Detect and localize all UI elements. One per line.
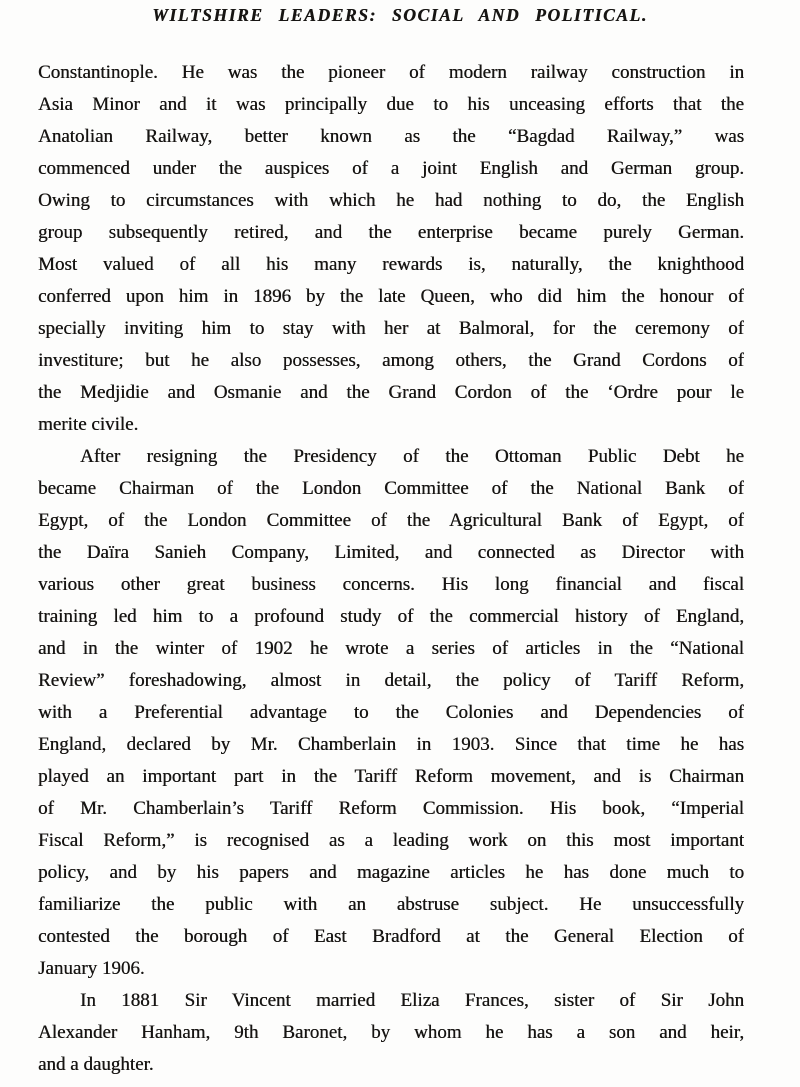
text-line: merite civile. bbox=[38, 414, 139, 435]
text-line: Anatolian Railway, better known as the “Bagdad Railway,” was bbox=[38, 126, 744, 147]
text-line: played an important part in the Tariff Reform movement, and is Chairman bbox=[38, 766, 744, 787]
text-line: with a Preferential advantage to the Colonies and Dependencies of bbox=[38, 702, 744, 723]
text-line: training led him to a profound study of the commercial history of England, bbox=[38, 606, 744, 627]
text-line: and in the winter of 1902 he wrote a series of articles in the “National bbox=[38, 638, 744, 659]
text-line: contested the borough of East Bradford at the General Election of bbox=[38, 926, 744, 947]
text-line: Most valued of all his many rewards is, naturally, the knighthood bbox=[38, 254, 744, 275]
text-line: Review” foreshadowing, almost in detail, the policy of Tariff Reform, bbox=[38, 670, 744, 691]
text-line: the Daïra Sanieh Company, Limited, and connected as Director with bbox=[38, 542, 744, 563]
text-line: the Medjidie and Osmanie and the Grand Cordon of the ‘Ordre pour le bbox=[38, 382, 744, 403]
text-line: In 1881 Sir Vincent married Eliza Frances, sister of Sir John bbox=[80, 990, 744, 1011]
text-line: January 1906. bbox=[38, 958, 145, 979]
text-line: and a daughter. bbox=[38, 1054, 154, 1075]
paragraph bbox=[38, 57, 744, 441]
text-line: Constantinople. He was the pioneer of modern railway construction in bbox=[38, 62, 744, 83]
text-line: various other great business concerns. His long financial and fiscal bbox=[38, 574, 744, 595]
text-line: group subsequently retired, and the enterprise became purely German. bbox=[38, 222, 744, 243]
text-line: conferred upon him in 1896 by the late Queen, who did him the honour of bbox=[38, 286, 744, 307]
text-line: specially inviting him to stay with her at Balmoral, for the ceremony of bbox=[38, 318, 744, 339]
text-line: Owing to circumstances with which he had nothing to do, the English bbox=[38, 190, 744, 211]
text-line: became Chairman of the London Committee of the National Bank of bbox=[38, 478, 744, 499]
text-line: After resigning the Presidency of the Ottoman Public Debt he bbox=[80, 446, 744, 467]
text-line: England, declared by Mr. Chamberlain in 1903. Since that time he has bbox=[38, 734, 744, 755]
text-line: familiarize the public with an abstruse subject. He unsuccessfully bbox=[38, 894, 744, 915]
paragraph bbox=[38, 441, 744, 985]
text-line: Egypt, of the London Committee of the Agricultural Bank of Egypt, of bbox=[38, 510, 744, 531]
text-line: commenced under the auspices of a joint English and German group. bbox=[38, 158, 744, 179]
text-line: policy, and by his papers and magazine articles he has done much to bbox=[38, 862, 744, 883]
paragraph bbox=[38, 985, 744, 1081]
text-line: investiture; but he also possesses, among others, the Grand Cordons of bbox=[38, 350, 744, 371]
running-header-title: WILTSHIRE LEADERS: SOCIAL AND POLITICAL. bbox=[152, 5, 648, 25]
text-line: Fiscal Reform,” is recognised as a leading work on this most important bbox=[38, 830, 744, 851]
text-line: Asia Minor and it was principally due to his unceasing efforts that the bbox=[38, 94, 744, 115]
body-text bbox=[38, 57, 744, 1081]
text-line: Alexander Hanham, 9th Baronet, by whom he has a son and heir, bbox=[38, 1022, 744, 1043]
text-line: of Mr. Chamberlain’s Tariff Reform Commission. His book, “Imperial bbox=[38, 798, 744, 819]
